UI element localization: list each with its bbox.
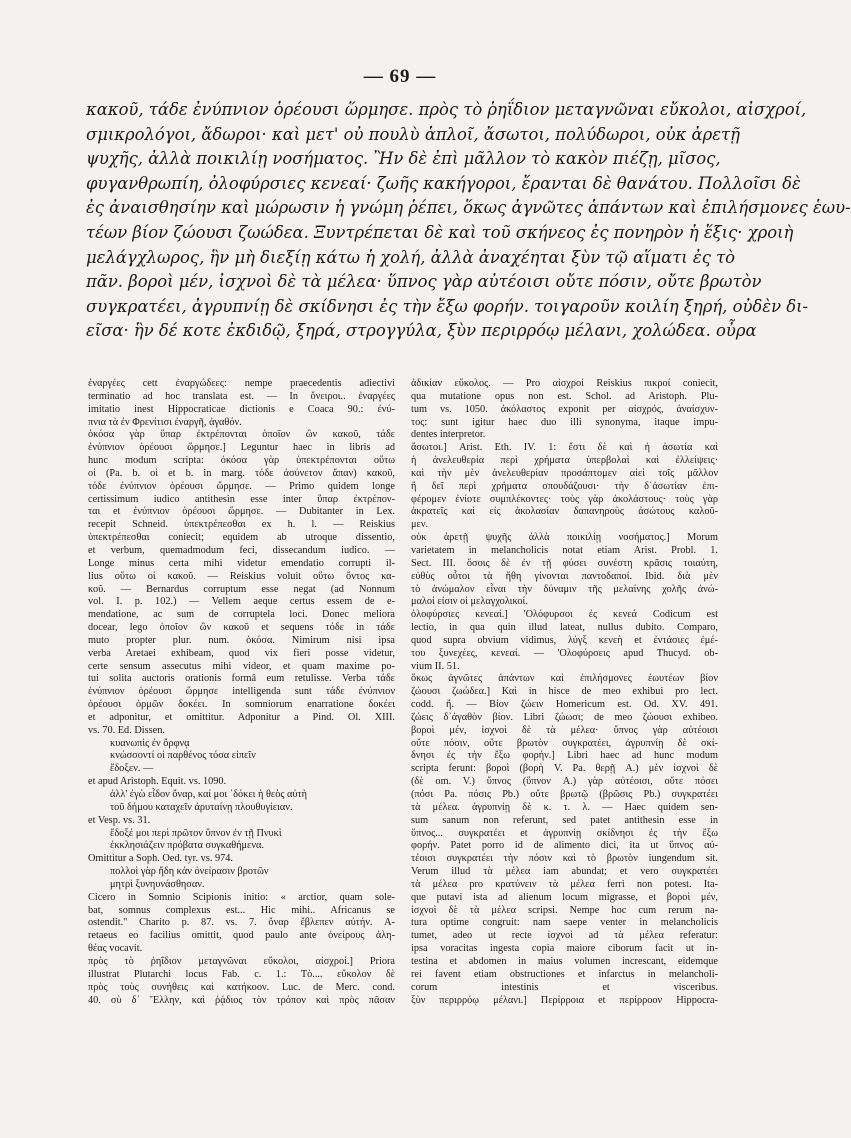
main-text-line: πᾶν. βοροὶ μέν, ἰσχνοὶ δὲ τὰ μέλεα· ὕπνος γὰρ αὐτέοισι οὔτε πόσιν, οὔτε βρωτὸν xyxy=(86,272,762,292)
note-line: corum intestinis et visceribus. xyxy=(411,981,718,993)
note-line: mendatione, ac sum de corruptela loci. Donec meliora xyxy=(88,609,395,621)
note-line: varietatem in melancholicis notat etiam Arist. Probl. 1. xyxy=(411,544,718,556)
note-line: θέας vocavit. xyxy=(88,943,143,955)
note-line: et adponitur, et omittitur. Adponitur a Pind. Ol. XIII. xyxy=(88,711,395,723)
main-text-line: τέων βίον ζώουσι ζωώδεα. Ξυντρέπεται δὲ καὶ τοῦ σκήνεος ἐς πονηρὸν ἡ ἕξις· χροιὴ xyxy=(86,222,794,242)
note-line: μεν. xyxy=(411,519,429,531)
note-line: ἄσωτοι.] Arist. Eth. IV. 1: ἔστι δὲ καὶ ἡ ἀσωτία καὶ xyxy=(411,442,718,454)
main-text-line: κακοῦ, τάδε ἐνύπνιον ὁρέουσι ὥρμησε. πρὸς τὸ ῥηΐδιον μεταγνῶναι εὔκολοι, αἰσχροί, xyxy=(86,100,807,119)
main-text-line: σμικρολόγοι, ἄδωροι· καὶ μετ' οὐ πουλὺ ἁπλοῖ, ἄσωτοι, πολύδωροι, οὐκ ἀρετῇ xyxy=(86,124,740,144)
note-line: tum vs. 1050. ἀκόλαστος exponit per αἰσχρός, ἀναίσχυν- xyxy=(411,403,718,415)
note-line: que putavi ista ad alienum locum migrasse, et βοροὶ μέν, xyxy=(411,891,718,903)
note-line: κυανωπὶς ἐν ὄρφνᾳ xyxy=(110,737,190,749)
note-line: ὕπνος... συγκρατέει et ἀγρυπνίῃ σκίδνησι ἐς τὴν ἔξω xyxy=(411,827,718,839)
note-line: vium II. 51. xyxy=(411,660,460,672)
note-line: Verum illud τὰ μέλεα iam abundat; et vero συγκρατέει xyxy=(411,866,718,878)
note-line: certe sensum assecutus mihi videor, et quam maxime po- xyxy=(88,660,395,672)
note-line: ἔδοξεν. — xyxy=(110,763,154,775)
note-line: του ξυνεχέες, κενεαί. — 'Ολοφύρσεις apud Thucyd. ob- xyxy=(411,647,718,659)
main-text-line: φυγανθρωπίη, ὀλοφύρσιες κενεαί· ζωῆς κακήγοροι, ἔρανται δὲ θανάτου. Πολλοῖσι δὲ xyxy=(86,173,801,193)
note-line: bat, somnus complexus est... Hic mihi.. Africanus se xyxy=(88,904,395,916)
note-line: ζώουσι ζωώδεα.] Καὶ in hisce de meo exhibui pro lect. xyxy=(411,686,718,698)
note-line: dentes interpretor. xyxy=(411,429,486,441)
note-line: ὁρέουσι ὁρμῶν δοκέει. In somniorum enarratione δοκέει xyxy=(88,699,395,711)
note-line: vol. I. p. 102.) — Vellem aeque certus essem de e- xyxy=(88,596,395,608)
note-line: ἔδοξέ μοι περὶ πρῶτον ὕπνον ἐν τῇ Πνυκὶ xyxy=(110,827,282,839)
note-line: qua mutatione opus non est. Schol. ad Aristoph. Plu- xyxy=(411,390,718,402)
note-line: τὰ μέλεα. ἀγρυπνίῃ δὲ κ. τ. λ. — Haec quidem sen- xyxy=(411,801,718,813)
note-line: κνώσσοντί οἱ παρθένος τόσα εἰπεῖν xyxy=(110,750,256,762)
page-number: — 69 — xyxy=(363,66,437,87)
note-line: ἐναργέες cett ἐναργώδεες: nempe praecedentis adiectivi xyxy=(88,378,395,389)
note-line: muto propter plur. num. ὁκόσα. Nimirum nisi ipsa xyxy=(88,634,395,646)
note-line: φέρομεν ἐνίοτε συμπλέκοντες· τοὺς γὰρ ἀκολάστους· τοὺς γὰρ xyxy=(411,493,718,505)
note-line: κοῦ. — Bernardus corruptum esse negat (ad Nonnum xyxy=(88,583,395,595)
note-line: docear, lego ὁποῖον ὢν κακοῦ et sequens τόδε in τάδε xyxy=(88,622,395,634)
note-line: retaeus eo facilius omittit, quod paulo ante ὀνείρους ἀλη- xyxy=(88,930,395,942)
note-line: πνια τὰ ἐν Φρενίτισι ἐναργῆ, ἀγαθόν. xyxy=(88,416,242,428)
main-text-line: εῖσα· ἣν δέ κοτε ἐκδιδῷ, ξηρά, στρογγύλα, ξὺν περιρρόῳ μέλανι, χολώδεα. οὖρα xyxy=(86,321,757,341)
note-line: δνησι ἐς τὴν ἔξω φορήν.] Libri haec ad hunc modum xyxy=(411,750,718,762)
note-line: οὐκ ἀρετῇ ψυχῆς ἀλλὰ ποικιλίῃ νοσήματος.] Morum xyxy=(411,532,718,544)
note-line: Longe minus certa mihi videtur emendatio corrupti il- xyxy=(88,557,395,569)
note-line: βοροὶ μέν, ἰσχνοὶ δὲ τὰ μέλεα· ὕπνος γὰρ αὐτέοισι xyxy=(411,724,718,736)
note-line: Sect. III. ὅσοις δὲ ἐν τῇ φύσει συνέστη κρᾶσις τοιαύτη, xyxy=(411,557,718,569)
note-line: recepit Schneid. ὑπεκτρέπεσθαι ex h. l. — Reiskius xyxy=(88,519,395,531)
note-line: μαλοί εἰσιν οἱ μελαγχολικοί. xyxy=(411,596,528,608)
note-line: ὑπεκτρέπεσθαι coniecit; equidem ab utroque dissentio, xyxy=(88,532,395,544)
note-line: Omittitur a Soph. Oed. tyr. vs. 974. xyxy=(88,853,234,865)
note-line: scripta ferunt: βοροὶ (βορὴ V. Pa. θερῇ A.) μὲν ἰσχνοὶ δὲ xyxy=(411,763,718,775)
note-line: Cicero in Somnio Scipionis initio: « arctior, quam sole- xyxy=(88,891,395,903)
note-line: ἡ ἀνελευθερία περὶ χρήματα ὑπερβολαὶ καὶ ἐλλείψεις· xyxy=(411,455,718,467)
note-line: οἱ (Pa. b. οἱ et b. in marg. τόδε ἀσύνετον ἅπαν) κακοῦ, xyxy=(88,467,395,479)
note-line: μητρὶ ξυνηυνάσθησαν. xyxy=(110,878,205,890)
note-line: ipsa voracitas ingesta copia maiore ciborum facit ut in- xyxy=(411,943,718,955)
note-line: τόδε ἐνύπνιον ὁρέουσι ὥρμησε. — Primo quidem longe xyxy=(88,480,395,492)
note-line: tui solita auctoris orationis formâ eum retulisse. Verba τάδε xyxy=(88,673,395,685)
notes-column-left xyxy=(88,378,395,1007)
note-line: ξὺν περιρρόῳ μέλανι.] Περίρροια et περίρροον Hippocra- xyxy=(411,994,718,1006)
main-text-line: ἐς ἀναισθησίην καὶ μώρωσιν ἡ γνώμη ῥέπει, ὅκως ἀγνῶτες ἁπάντων καὶ ἐπιλήσμονες ἑωυ- xyxy=(86,198,851,218)
note-line: imitatio inest Hippocraticae dictionis e Coaca 90.: ἐνύ- xyxy=(88,403,395,415)
note-line: et Vesp. vs. 31. xyxy=(88,814,151,826)
notes-column-right xyxy=(411,378,718,1007)
note-line: ἐκκλησιάζειν πρόβατα συγκαθήμενα. xyxy=(110,840,264,852)
note-line: ἐνύπνιον ὁρέουσι ὥρμησε intelligenda sunt τάδε ἐνύπνιον xyxy=(88,686,395,698)
note-line: ζώεις δ᾽ἀγαθὸν βίον. Libri ζώωσι; de meo ζώουσι exhibeo. xyxy=(411,711,718,723)
note-line: tumet, adeo ut recte ἰσχνοὶ ad τὰ μέλεα referatur: xyxy=(411,930,718,942)
note-line: 40. σὺ δ᾽ Ἕλλην, καὶ ῥᾴδιος τὸν τρόπον καὶ πρὸς πᾶσαν xyxy=(88,994,395,1006)
note-line: τὸ ἀνώμαλον εἶναι τὴν δύναμιν τῆς μελαίνης χολῆς ἀνώ- xyxy=(411,583,718,595)
note-line: lius οὕτω οἱ κακοῦ. — Reiskius voluit οὕτω ὄντος κα- xyxy=(88,570,395,582)
note-line: καὶ τὴν μὲν ἀνελευθερίαν προσάπτομεν αἰεὶ τοῖς μᾶλλον xyxy=(411,467,718,479)
note-line: et apud Aristoph. Equit. vs. 1090. xyxy=(88,776,227,788)
note-line: τὰ μέλεα pro κρατύνειν τὰ μέλεα ferri non potest. Ita- xyxy=(411,878,718,890)
note-line: ostendit." Charito p. 87. vs. 7. ὄναρ ἔβλεπεν αὐτήν. A- xyxy=(88,917,395,929)
note-line: rei favent etiam obstructiones et infarctus in melancholi- xyxy=(411,968,718,980)
main-text-block xyxy=(86,98,851,344)
note-line: certissimum iudico antithesin esse inter ὕπαρ ἐκτρέπον- xyxy=(88,493,395,505)
note-line: ἐνύπνιον ὁρέουσι ὥρμησε.] Leguntur haec in libris ad xyxy=(88,442,395,454)
main-text-line: ψυχῆς, ἀλλὰ ποικιλίῃ νοσήματος. Ἢν δὲ ἐπὶ μᾶλλον τὸ κακὸν πιέζῃ, μῖσος, xyxy=(86,149,721,169)
note-line: ὅκως ἀγνῶτες ἁπάντων καὶ ἐπιλήσμονες ἑωυτέων βίον xyxy=(411,673,718,685)
note-line: testina et abdomen in maius volumen increscant, eidemque xyxy=(411,955,718,967)
note-line: vs. 70. Ed. Dissen. xyxy=(88,724,165,736)
note-line: ἀκρατεῖς καὶ εἰς ἀκολασίαν δαπανηροὺς ἀσώτους καλοῦ- xyxy=(411,506,718,518)
note-line: illustrat Plutarchi locus Fab. c. 1.: Τὸ.... εὔκολον δὲ xyxy=(88,968,395,980)
note-line: φορήν. Patet porro id de alimento dici, ita ut ὕπνος αὐ- xyxy=(411,840,718,852)
note-line: lectio, in qua quin illud lateat, nullus dubito. Comparo, xyxy=(411,622,718,634)
note-line: tura optime congruit: nam saepe venter in melancholicis xyxy=(411,917,718,929)
note-line: τέοισι συγκρατέει τὴν πόσιν καὶ τὸ βρωτὸν iungendum sit. xyxy=(411,853,718,865)
note-line: πολλοὶ γὰρ ἤδη κἀν ὀνείρασιν βροτῶν xyxy=(110,866,269,878)
note-line: codd. ἤ. — Βίον ζώειν Homericum est. Od. XV. 491. xyxy=(411,699,718,711)
note-line: ἀλλ' ἐγὼ εἶδον ὄναρ, καί μοι ᾽δόκει ἡ θεὸς αὐτὴ xyxy=(110,789,308,800)
note-line: τοῦ δήμου καταχεῖν ἀρυταίνῃ πλουθυγίειαν. xyxy=(110,801,293,813)
note-line: οὔτε πόσιν, οὔτε βρωτὸν συγκρατέει, ἀγρυπνίῃ δὲ σκί- xyxy=(411,737,718,749)
note-line: (δὲ om. V.) ὕπνος (ὕπνον A.) γὰρ αὐτέοισι, οὔτε πόσει xyxy=(411,776,718,788)
note-line: εὐθὺς οὗτοι τὰ ἤθη γίνονται παντοδαποί. Ibid. διὰ μὲν xyxy=(411,570,718,582)
note-line: hunc modum scripta: ὁκόσα γὰρ ὑπεκτρέπονται οὕτω xyxy=(88,455,395,467)
main-text-line: συγκρατέει, ἀγρυπνίῃ δὲ σκίδνησι ἐς τὴν ἔξω φορήν. τοιγαροῦν κοιλίη ξηρή, οὐδὲν δι- xyxy=(86,296,809,316)
note-line: terminatio ad hoc translata est. — In ὄνειροι.. ἐναργέες xyxy=(88,390,395,402)
note-line: τος: sunt igitur haec duo illi synonyma, itaque impu- xyxy=(411,416,718,428)
note-line: verba Aretaei exhibeam, quod vix fieri posse videtur, xyxy=(88,647,395,659)
note-line: ται et ἐνύπνιον ὁρέουσι ὥρμησε. — Dubitanter in Lex. xyxy=(88,506,395,518)
note-line: sum sanum non referunt, sed patet antithesin esse in xyxy=(411,814,718,826)
note-line: ἰσχνοὶ δὲ τὰ μέλεα scripsi. Nempe hoc cum rerum na- xyxy=(411,904,718,916)
note-line: ὁκόσα γὰρ ὕπαρ ἐκτρέπονται ὁποῖον ὢν κακοῦ, τάδε xyxy=(88,429,395,441)
note-line: πρὸς τοὺς συνήθεις καὶ κατήκοον. Luc. de Merc. cond. xyxy=(88,981,395,993)
note-line: ὀλοφύρσιες κενεαί.] 'Ολόφυρσοι ἐς κενεά Codicum est xyxy=(411,609,718,621)
note-line: et verbum, quemadmodum feci, dissecandum iudico. — xyxy=(88,544,395,556)
note-line: ἢ δεῖ περὶ χρήματα σπουδάζουσι· τὴν δ᾽ἀσωτίαν ἐπι- xyxy=(411,480,718,492)
note-line: (πόσι Pa. πόσις Pb.) οὔτε βρωτῷ (βρῶσις Pb.) συγκρατέει xyxy=(411,789,718,800)
note-line: quod supra obvium vidimus, λύγξ κενεὴ et ἐντάσιες ἐμέ- xyxy=(411,634,718,646)
note-line: ἀδικίαν εὔκολος. — Pro αἰσχροί Reiskius πικροί coniecit, xyxy=(411,378,718,389)
note-line: πρὸς τὸ ῥηΐδιον μεταγνῶναι εὔκολοι, αἰσχροί.] Priora xyxy=(88,955,395,967)
main-text-line: μελάγχλωρος, ἣν μὴ διεξίῃ κάτω ἡ χολή, ἀλλὰ ἀναχέηται ξὺν τῷ αἵματι ἐς τὸ xyxy=(86,247,736,267)
